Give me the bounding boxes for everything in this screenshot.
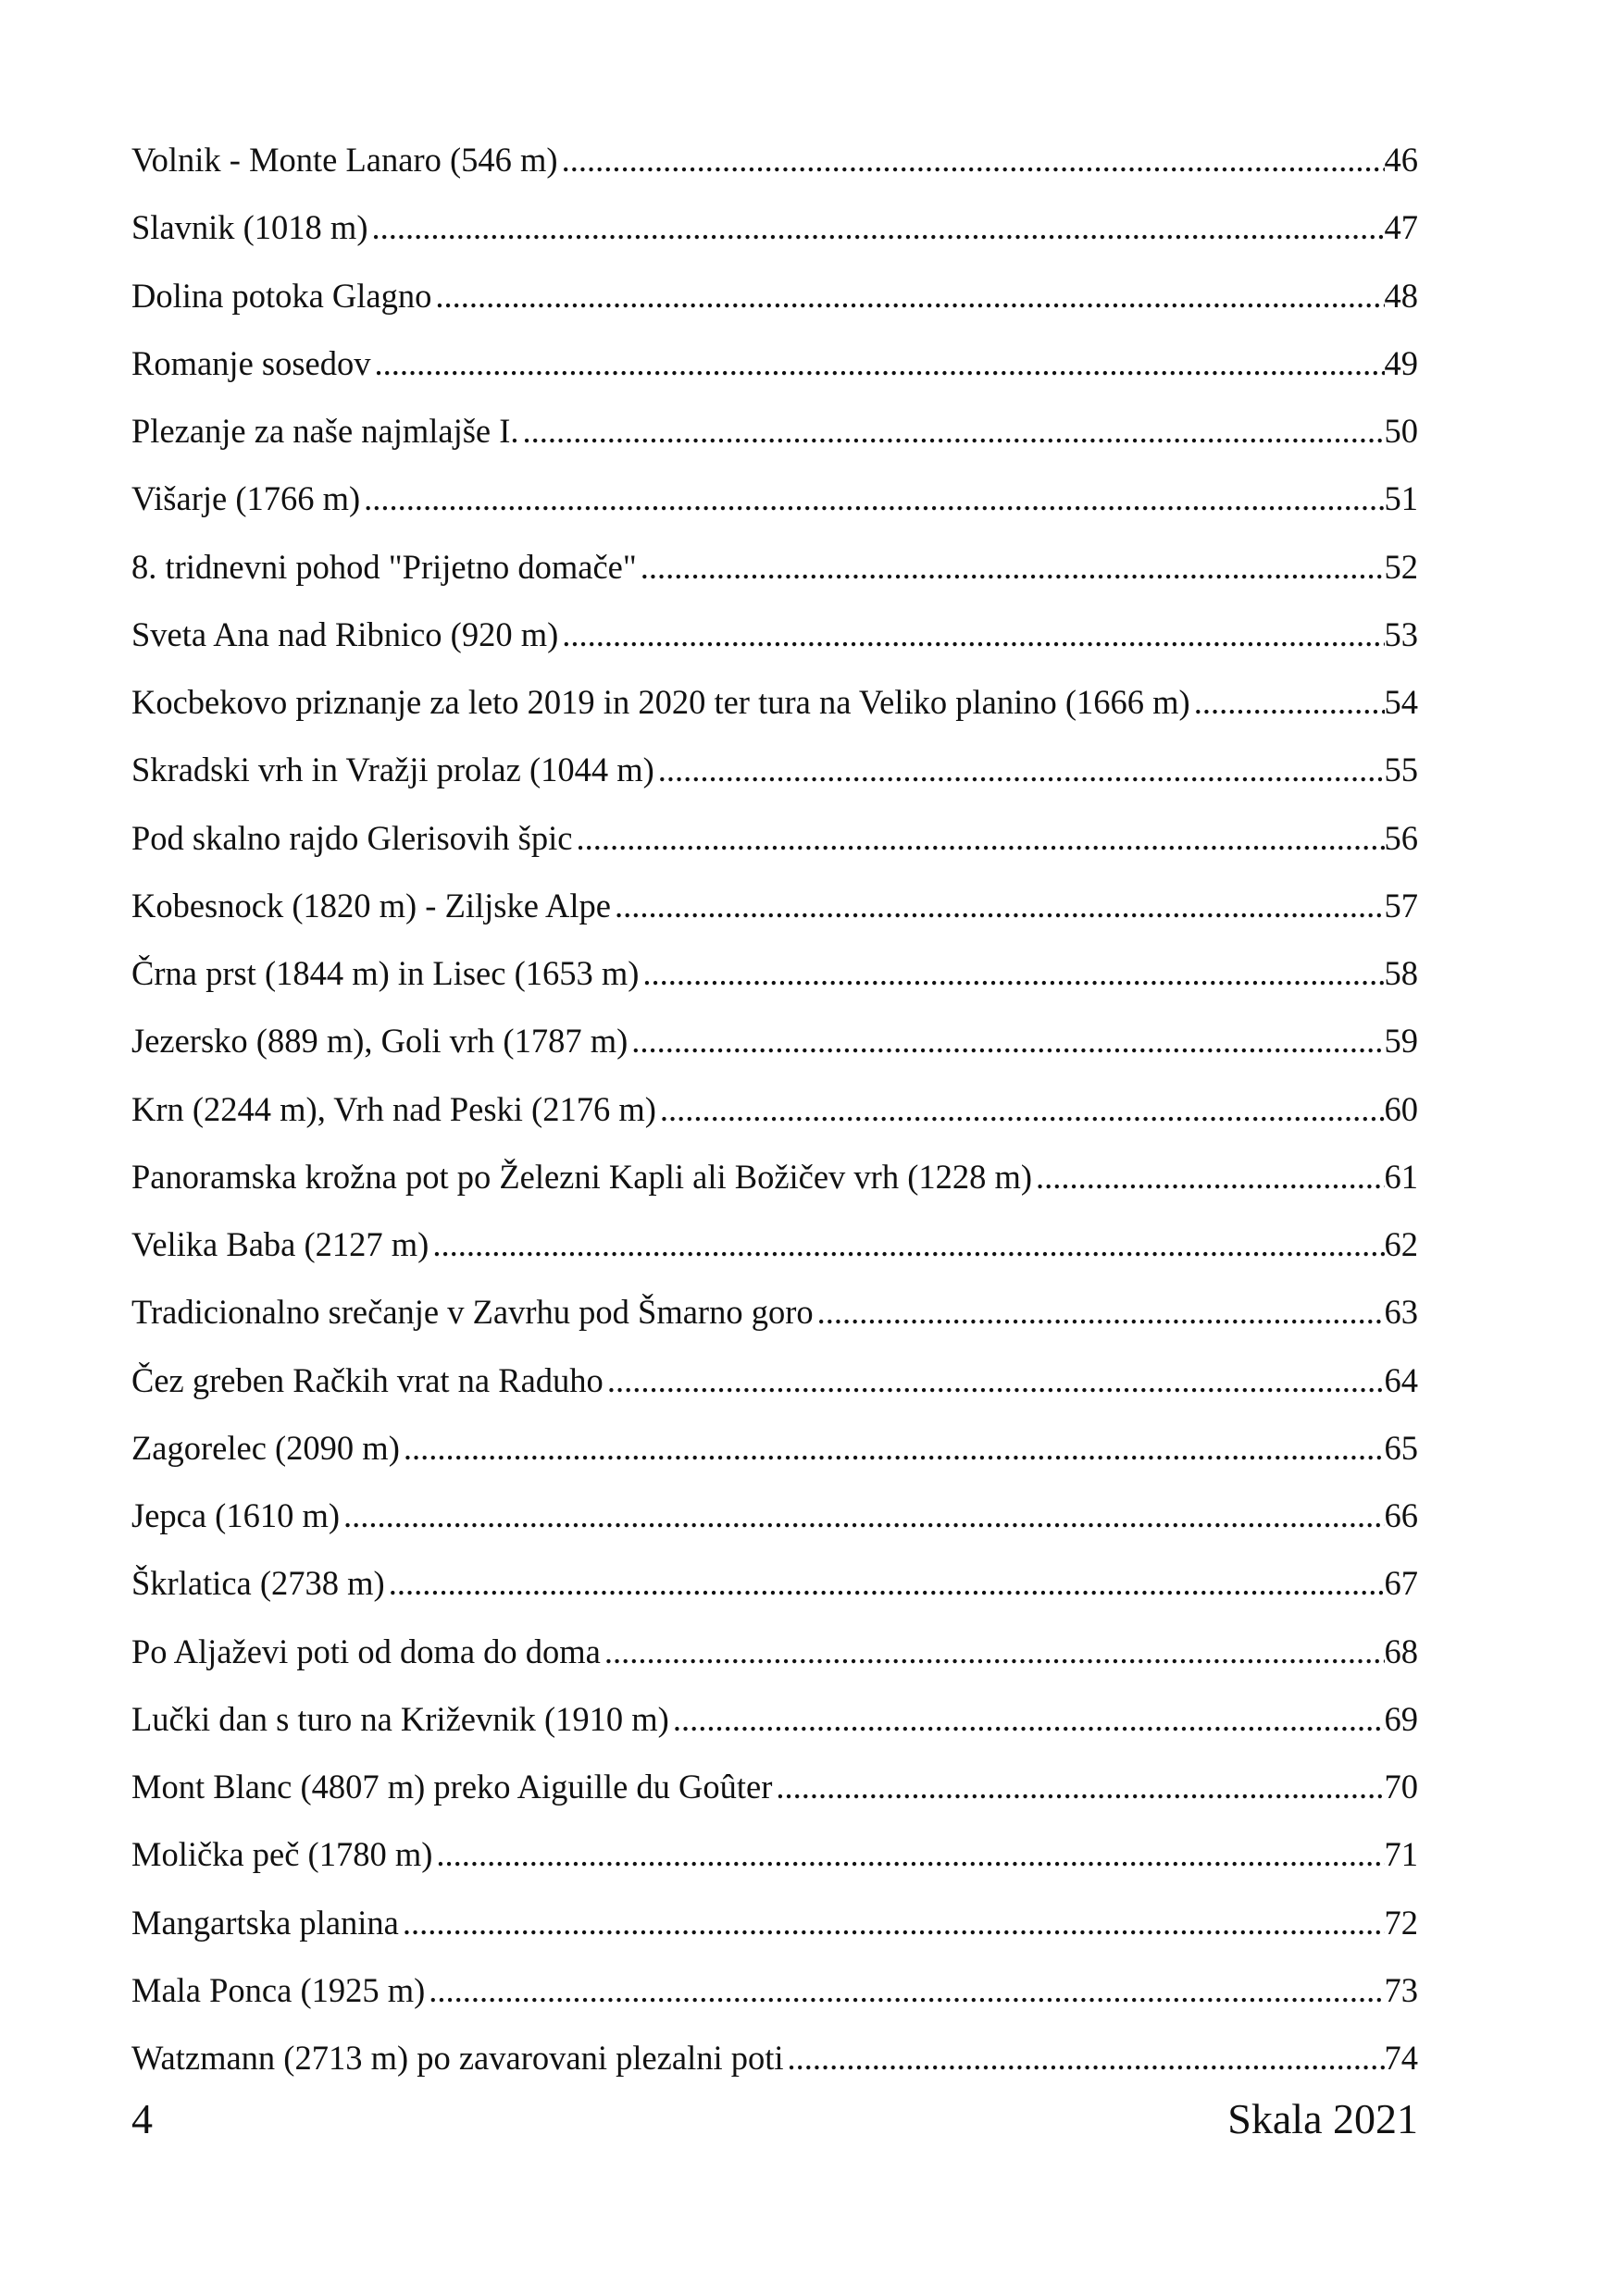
toc-entry-title: Watzmann (2713 m) po zavarovani plezalni poti: [131, 2039, 784, 2077]
toc-entry: [131, 809, 1418, 876]
footer-publication-title: Skala 2021: [1227, 2095, 1418, 2142]
toc-entry-page-number: 52: [1384, 547, 1418, 586]
toc-entry-title: Mont Blanc (4807 m) preko Aiguille du Goûter: [131, 1768, 773, 1806]
toc-entry: [131, 1961, 1418, 2029]
toc-entry-title: Krn (2244 m), Vrh nad Peski (2176 m): [131, 1089, 656, 1128]
toc-entry-title: Sveta Ana nad Ribnico (920 m): [131, 614, 559, 653]
toc-entry-title: Lučki dan s turo na Križevnik (1910 m): [131, 1699, 669, 1738]
toc-entry-title: Jepca (1610 m): [131, 1496, 341, 1534]
toc-entry-page-number: 65: [1384, 1428, 1418, 1467]
toc-entry-title: Črna prst (1844 m) in Lisec (1653 m): [131, 954, 640, 992]
toc-entry-title: Molička peč (1780 m): [131, 1835, 433, 1874]
toc-entry-title: Škrlatica (2738 m): [131, 1564, 385, 1603]
toc-entry: [131, 267, 1418, 334]
toc-entry: [131, 1690, 1418, 1757]
toc-dot-leader: [432, 1825, 1384, 1884]
toc-dot-leader: [669, 1690, 1385, 1749]
toc-entry-page-number: 61: [1384, 1157, 1418, 1196]
toc-entry: [131, 402, 1418, 469]
table-of-contents: [131, 130, 1418, 2096]
toc-entry-title: 8. tridnevni pohod "Prijetno domače": [131, 547, 637, 586]
toc-entry-page-number: 59: [1384, 1022, 1418, 1061]
toc-dot-leader: [1032, 1148, 1384, 1207]
toc-dot-leader: [572, 809, 1384, 868]
toc-entry-title: Mala Ponca (1925 m): [131, 1970, 426, 2009]
toc-entry: [131, 334, 1418, 402]
toc-entry-title: Velika Baba (2127 m): [131, 1225, 429, 1263]
toc-entry-title: Jezersko (889 m), Goli vrh (1787 m): [131, 1022, 629, 1061]
toc-entry: [131, 1351, 1418, 1419]
toc-dot-leader: [431, 267, 1384, 326]
toc-dot-leader: [558, 130, 1385, 190]
toc-entry-title: Zagorelec (2090 m): [131, 1428, 400, 1467]
toc-entry: [131, 1080, 1418, 1148]
toc-entry: [131, 469, 1418, 537]
toc-entry-title: Romanje sosedov: [131, 343, 371, 382]
toc-entry-page-number: 66: [1384, 1496, 1418, 1534]
toc-entry: [131, 2029, 1418, 2096]
toc-entry-page-number: 72: [1384, 1903, 1418, 1942]
toc-entry-title: Dolina potoka Glagno: [131, 276, 432, 315]
toc-entry-page-number: 51: [1384, 479, 1418, 518]
toc-entry: [131, 673, 1418, 740]
toc-dot-leader: [340, 1486, 1384, 1545]
toc-entry-page-number: 50: [1384, 412, 1418, 450]
toc-entry-title: Po Aljaževi poti od doma do doma: [131, 1632, 601, 1670]
toc-dot-leader: [385, 1554, 1385, 1613]
toc-entry-page-number: 69: [1384, 1699, 1418, 1738]
toc-entry-page-number: 49: [1384, 343, 1418, 382]
toc-entry-page-number: 57: [1384, 886, 1418, 925]
toc-entry-page-number: 47: [1384, 208, 1418, 247]
toc-dot-leader: [628, 1011, 1384, 1071]
toc-entry-page-number: 46: [1384, 141, 1418, 179]
toc-entry-page-number: 53: [1384, 614, 1418, 653]
toc-entry: [131, 1622, 1418, 1690]
toc-entry-page-number: 74: [1384, 2039, 1418, 2077]
toc-entry: [131, 740, 1418, 808]
toc-entry: [131, 1419, 1418, 1486]
toc-entry-page-number: 56: [1384, 818, 1418, 857]
toc-dot-leader: [399, 1893, 1385, 1953]
toc-entry-title: Panoramska krožna pot po Železni Kapli ali Božičev vrh (1228 m): [131, 1157, 1033, 1196]
toc-entry-title: Slavnik (1018 m): [131, 208, 368, 247]
toc-entry-page-number: 60: [1384, 1089, 1418, 1128]
toc-entry-page-number: 55: [1384, 751, 1418, 789]
toc-dot-leader: [814, 1283, 1385, 1342]
toc-entry: [131, 1757, 1418, 1825]
toc-entry: [131, 605, 1418, 673]
toc-entry: [131, 1486, 1418, 1554]
toc-entry: [131, 538, 1418, 605]
toc-dot-leader: [367, 198, 1384, 257]
toc-entry-title: Pod skalno rajdo Glerisovih špic: [131, 818, 573, 857]
toc-entry-page-number: 68: [1384, 1632, 1418, 1670]
toc-entry-page-number: 71: [1384, 1835, 1418, 1874]
toc-entry-page-number: 70: [1384, 1768, 1418, 1806]
toc-entry-page-number: 62: [1384, 1225, 1418, 1263]
toc-entry-title: Plezanje za naše najmlajše I.: [131, 412, 519, 450]
toc-entry: [131, 1215, 1418, 1283]
toc-entry-page-number: 64: [1384, 1360, 1418, 1399]
toc-dot-leader: [772, 1757, 1384, 1817]
toc-entry-title: Volnik - Monte Lanaro (546 m): [131, 141, 558, 179]
toc-entry: [131, 876, 1418, 944]
toc-entry: [131, 1011, 1418, 1079]
toc-dot-leader: [654, 740, 1385, 800]
toc-dot-leader: [429, 1215, 1384, 1274]
toc-dot-leader: [784, 2029, 1385, 2088]
toc-entry: [131, 1825, 1418, 1893]
toc-entry: [131, 1554, 1418, 1621]
toc-dot-leader: [400, 1419, 1385, 1478]
toc-dot-leader: [1190, 673, 1385, 732]
toc-entry-title: Tradicionalno srečanje v Zavrhu pod Šmarno goro: [131, 1293, 814, 1332]
footer-page-number: 4: [131, 2095, 153, 2142]
toc-entry-title: Čez greben Račkih vrat na Raduho: [131, 1360, 604, 1399]
toc-dot-leader: [639, 944, 1384, 1003]
toc-entry: [131, 130, 1418, 198]
toc-dot-leader: [601, 1622, 1385, 1682]
toc-entry-page-number: 67: [1384, 1564, 1418, 1603]
toc-dot-leader: [371, 334, 1385, 393]
toc-dot-leader: [558, 605, 1384, 664]
toc-entry-title: Mangartska planina: [131, 1903, 399, 1942]
toc-dot-leader: [637, 538, 1385, 597]
toc-dot-leader: [425, 1961, 1384, 2020]
toc-dot-leader: [519, 402, 1385, 461]
toc-entry-page-number: 48: [1384, 276, 1418, 315]
toc-dot-leader: [360, 469, 1384, 528]
toc-entry: [131, 1148, 1418, 1215]
toc-dot-leader: [604, 1351, 1385, 1410]
toc-entry-title: Skradski vrh in Vražji prolaz (1044 m): [131, 751, 654, 789]
toc-entry-page-number: 54: [1384, 683, 1418, 721]
toc-dot-leader: [611, 876, 1384, 936]
toc-entry: [131, 1893, 1418, 1961]
toc-entry-page-number: 63: [1384, 1293, 1418, 1332]
toc-dot-leader: [656, 1080, 1385, 1139]
toc-entry-page-number: 73: [1384, 1970, 1418, 2009]
toc-entry-title: Kobesnock (1820 m) - Ziljske Alpe: [131, 886, 612, 925]
toc-entry: [131, 944, 1418, 1011]
toc-entry-title: Višarje (1766 m): [131, 479, 361, 518]
toc-entry-title: Kocbekovo priznanje za leto 2019 in 2020 ter tura na Veliko planino (1666 m): [131, 683, 1190, 721]
toc-entry: [131, 198, 1418, 266]
toc-entry: [131, 1283, 1418, 1350]
toc-entry-page-number: 58: [1384, 954, 1418, 992]
